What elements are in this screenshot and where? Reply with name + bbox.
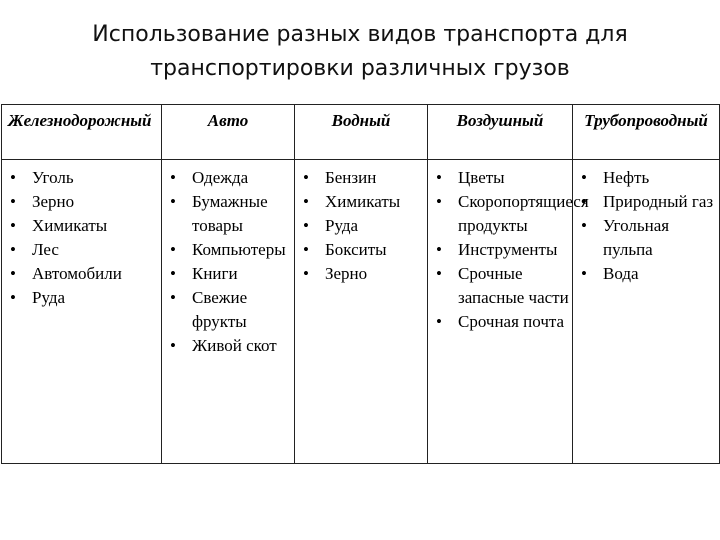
header-auto: Авто [207,111,249,130]
list-item: • Руда [295,214,427,238]
list-item: • Бензин [295,166,427,190]
list-item: • Бокситы [295,238,427,262]
list-item: • Инструменты [428,238,572,262]
table-header-row [2,105,720,160]
list-item: • Срочные запасные части [428,262,572,310]
list-air [428,160,589,334]
header-pipeline: Трубопроводный [584,111,708,130]
body-cell-water [295,160,428,464]
list-item: • Свежие фрукты [162,286,294,334]
body-cell-auto [162,160,295,464]
body-cell-pipeline [573,160,720,464]
header-water: Водный [331,111,391,130]
list-auto [162,160,294,358]
list-item: • Природный газ [573,190,719,214]
list-item: • Уголь [2,166,161,190]
body-cell-rail [2,160,162,464]
list-item: • Срочная почта [428,310,572,334]
slide-title-line-2: транспортировки различных грузов [150,56,570,81]
list-item: • Вода [573,262,719,286]
list-rail [2,160,161,310]
list-item: • Живой скот [162,334,294,358]
header-cell-rail [2,105,162,160]
list-item: • Лес [2,238,161,262]
list-pipeline [573,160,719,286]
list-item: • Цветы [428,166,572,190]
list-item: • Химикаты [295,190,427,214]
header-cell-air [428,105,573,160]
header-cell-pipeline [573,105,720,160]
list-item: • Нефть [573,166,719,190]
list-item: • Химикаты [2,214,161,238]
transport-table [1,104,720,464]
list-item: • Руда [2,286,161,310]
list-item: • Угольная пульпа [573,214,719,262]
list-item: • Одежда [162,166,294,190]
list-item: • Зерно [295,262,427,286]
header-cell-auto [162,105,295,160]
list-item: • Бумажные товары [162,190,294,238]
header-rail: Железнодорожный [8,111,152,130]
list-item: • Скоропортящиеся продукты [428,190,572,238]
body-cell-air [428,160,589,464]
header-air: Воздушный [456,111,544,130]
list-item: • Автомобили [2,262,161,286]
slide-title-line-1: Использование разных видов транспорта для [92,22,628,47]
list-item: • Зерно [2,190,161,214]
slide-title [0,18,720,86]
list-item: • Компьютеры [162,238,294,262]
header-cell-water [295,105,428,160]
table-body-row [2,160,720,464]
list-water [295,160,427,286]
list-item: • Книги [162,262,294,286]
